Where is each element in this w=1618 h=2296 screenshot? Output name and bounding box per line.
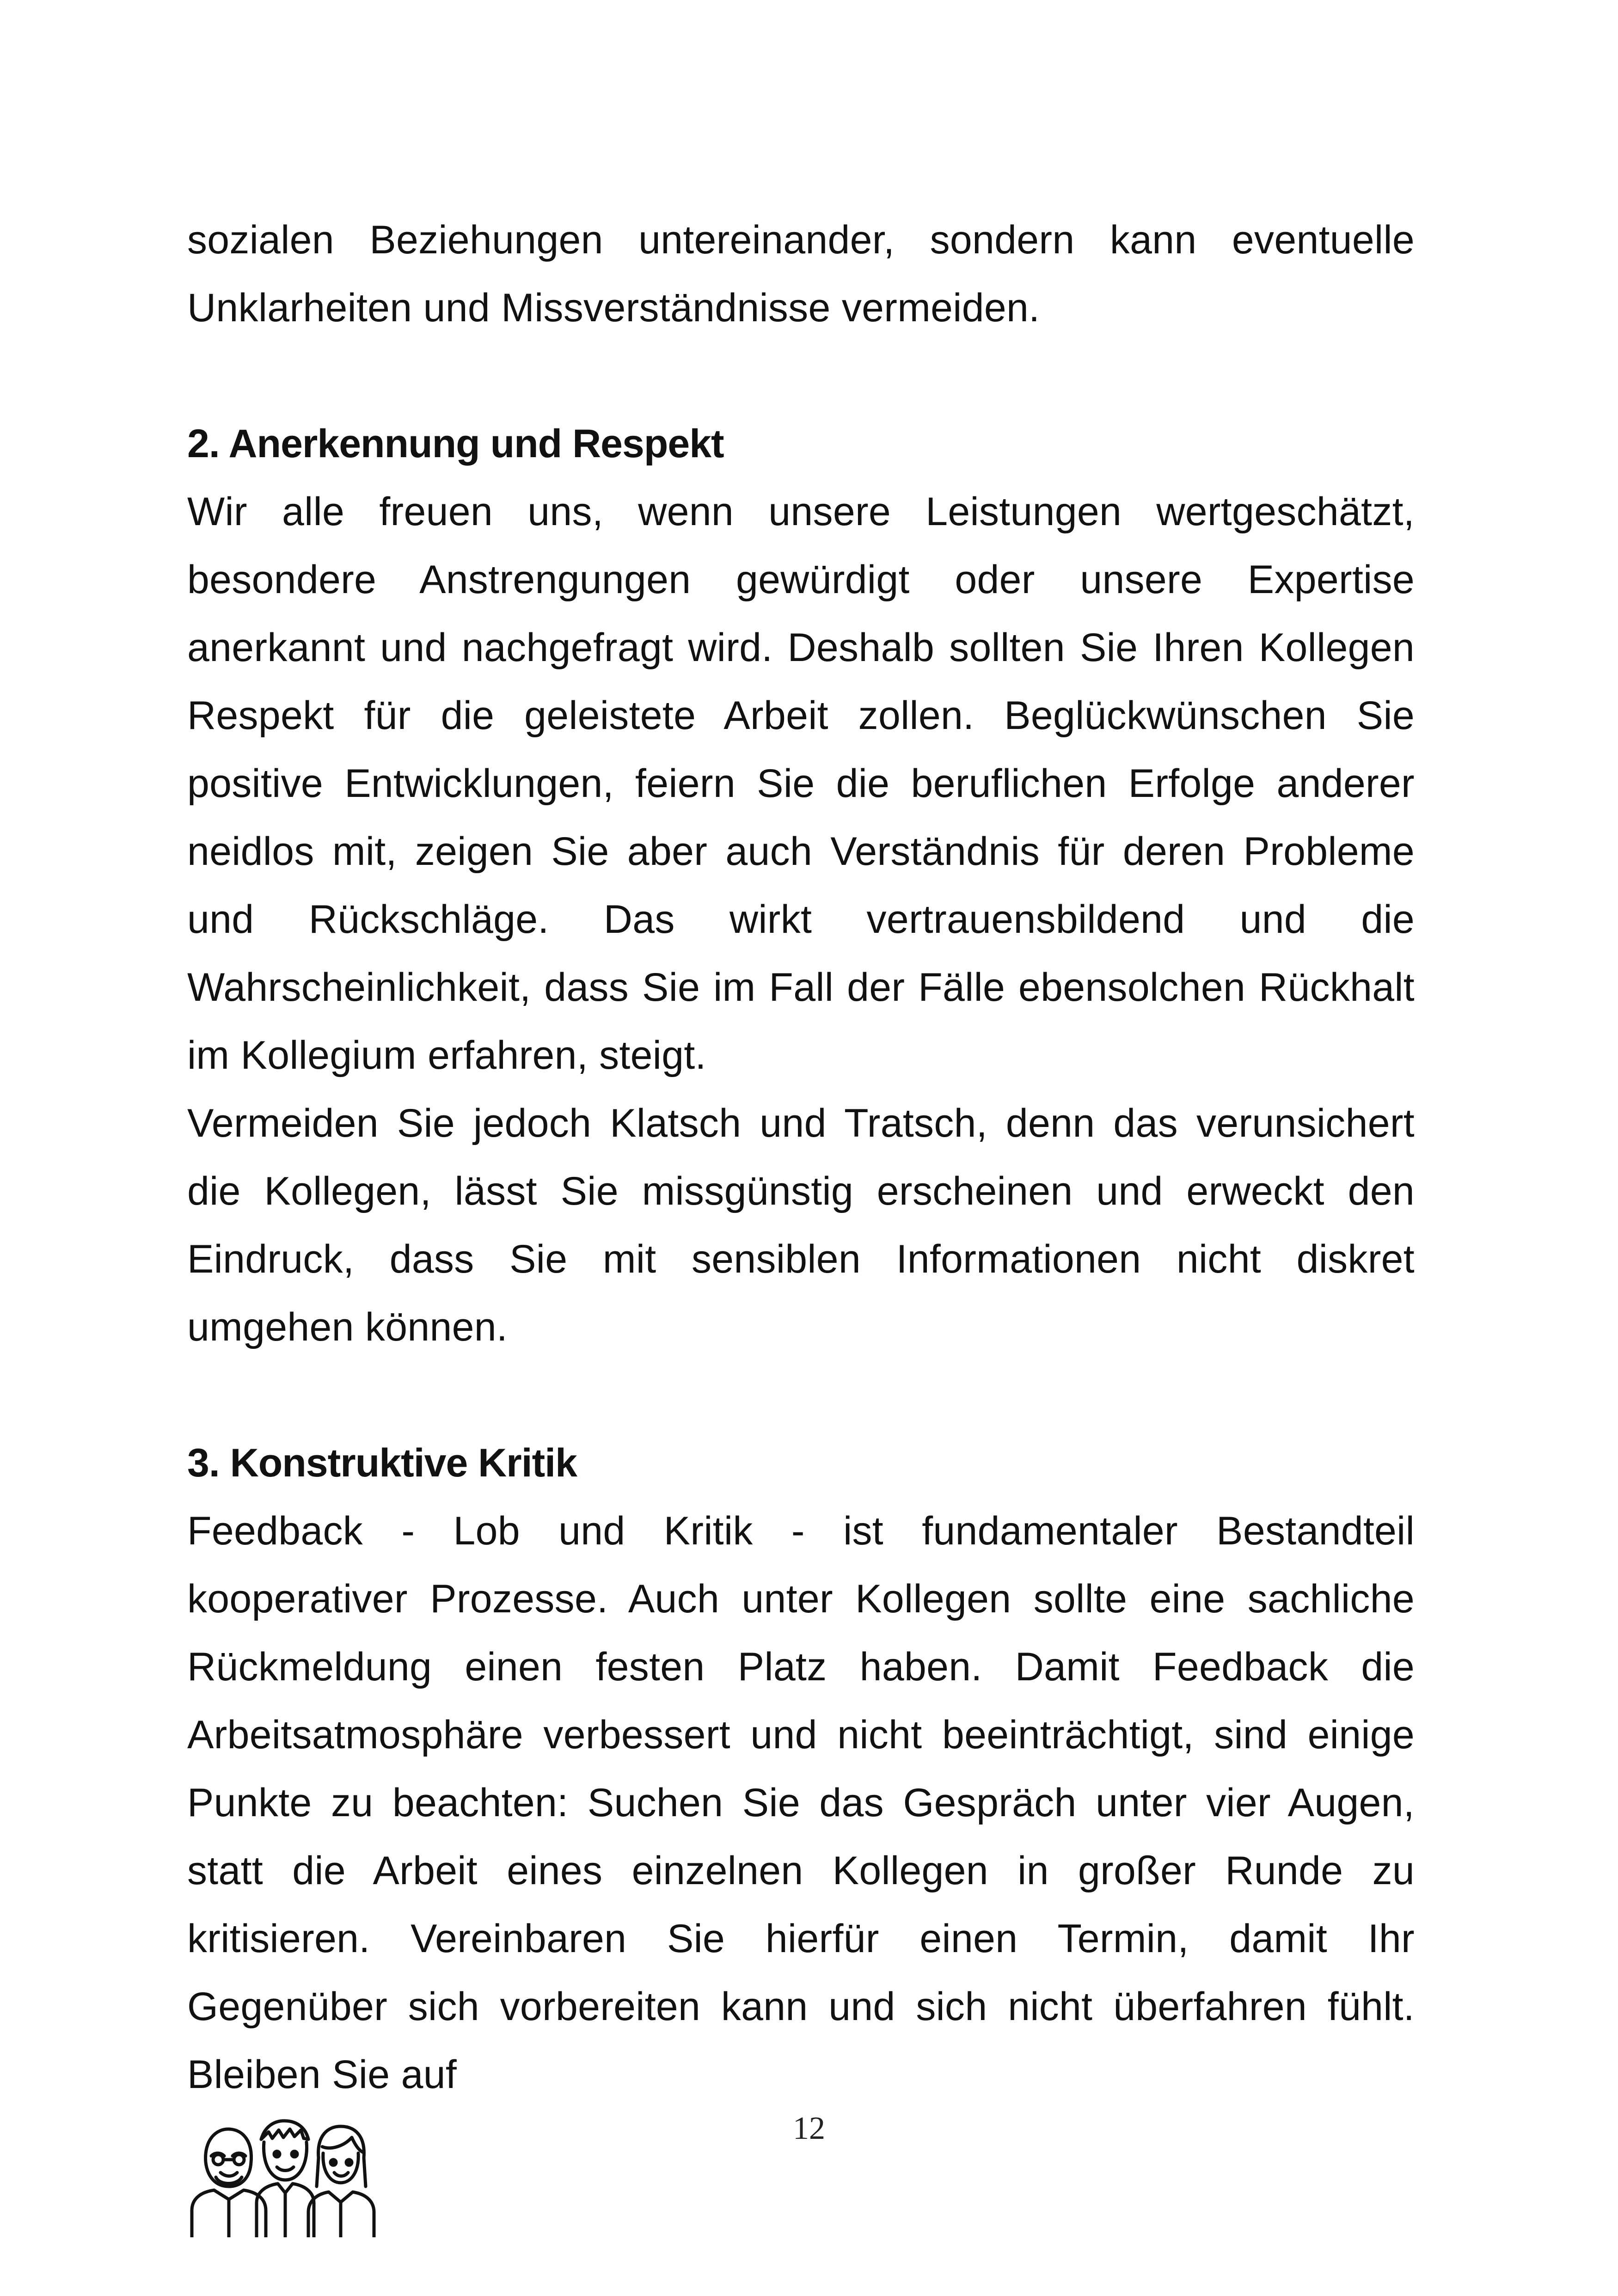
- page-number: 12: [793, 2111, 825, 2146]
- three-colleagues-icon: [187, 2108, 381, 2237]
- person-left-icon: [192, 2129, 266, 2237]
- intro-paragraph: sozialen Beziehungen untereinander, sondern kann eventuelle Unklarheiten und Missverständnisse vermeiden.: [187, 218, 1415, 330]
- section-heading-respect: 2. Anerkennung und Respekt: [187, 422, 724, 466]
- section-heading-criticism: 3. Konstruktive Kritik: [187, 1441, 577, 1485]
- section-respect-paragraph-2: Vermeiden Sie jedoch Klatsch und Tratsch, denn das verunsichert die Kollegen, lässt Sie missgünstig erscheinen und erweckt den Eindruck, dass Sie mit sensiblen Informationen nicht diskret umgehen können.: [187, 1101, 1415, 1349]
- section-respect-paragraph-1: Wir alle freuen uns, wenn unsere Leistungen wertgeschätzt, besondere Anstrengungen gewürdigt oder unsere Expertise anerkannt und nachgefragt wird. Deshalb sollten Sie Ihren Kollegen Respekt für die geleistete Arbeit zollen. Beglückwünschen Sie positive Entwicklungen, feiern Sie die beruflichen Erfolge anderer neidlos mit, zeigen Sie aber auch Verständnis für deren Probleme und Rückschläge. Das wirkt vertrauensbildend und die Wahrscheinlichkeit, dass Sie im Fall der Fälle ebensolchen Rückhalt im Kollegium erfahren, steigt.: [187, 490, 1415, 1078]
- page-body: [187, 206, 1415, 2109]
- section-criticism-paragraph-1: Feedback - Lob und Kritik - ist fundamentaler Bestandteil kooperativer Prozesse. Auch unter Kollegen sollte eine sachliche Rückmeldung einen festen Platz haben. Damit Feedback die Arbeitsatmosphäre verbessert und nicht beeinträchtigt, sind einige Punkte zu beachten: Suchen Sie das Gespräch unter vier Augen, statt die Arbeit eines einzelnen Kollegen in großer Runde zu kritisieren. Vereinbaren Sie hierfür einen Termin, damit Ihr Gegenüber sich vorbereiten kann und sich nicht überfahren fühlt. Bleiben Sie auf: [187, 1509, 1415, 2097]
- person-right-icon: [308, 2126, 374, 2237]
